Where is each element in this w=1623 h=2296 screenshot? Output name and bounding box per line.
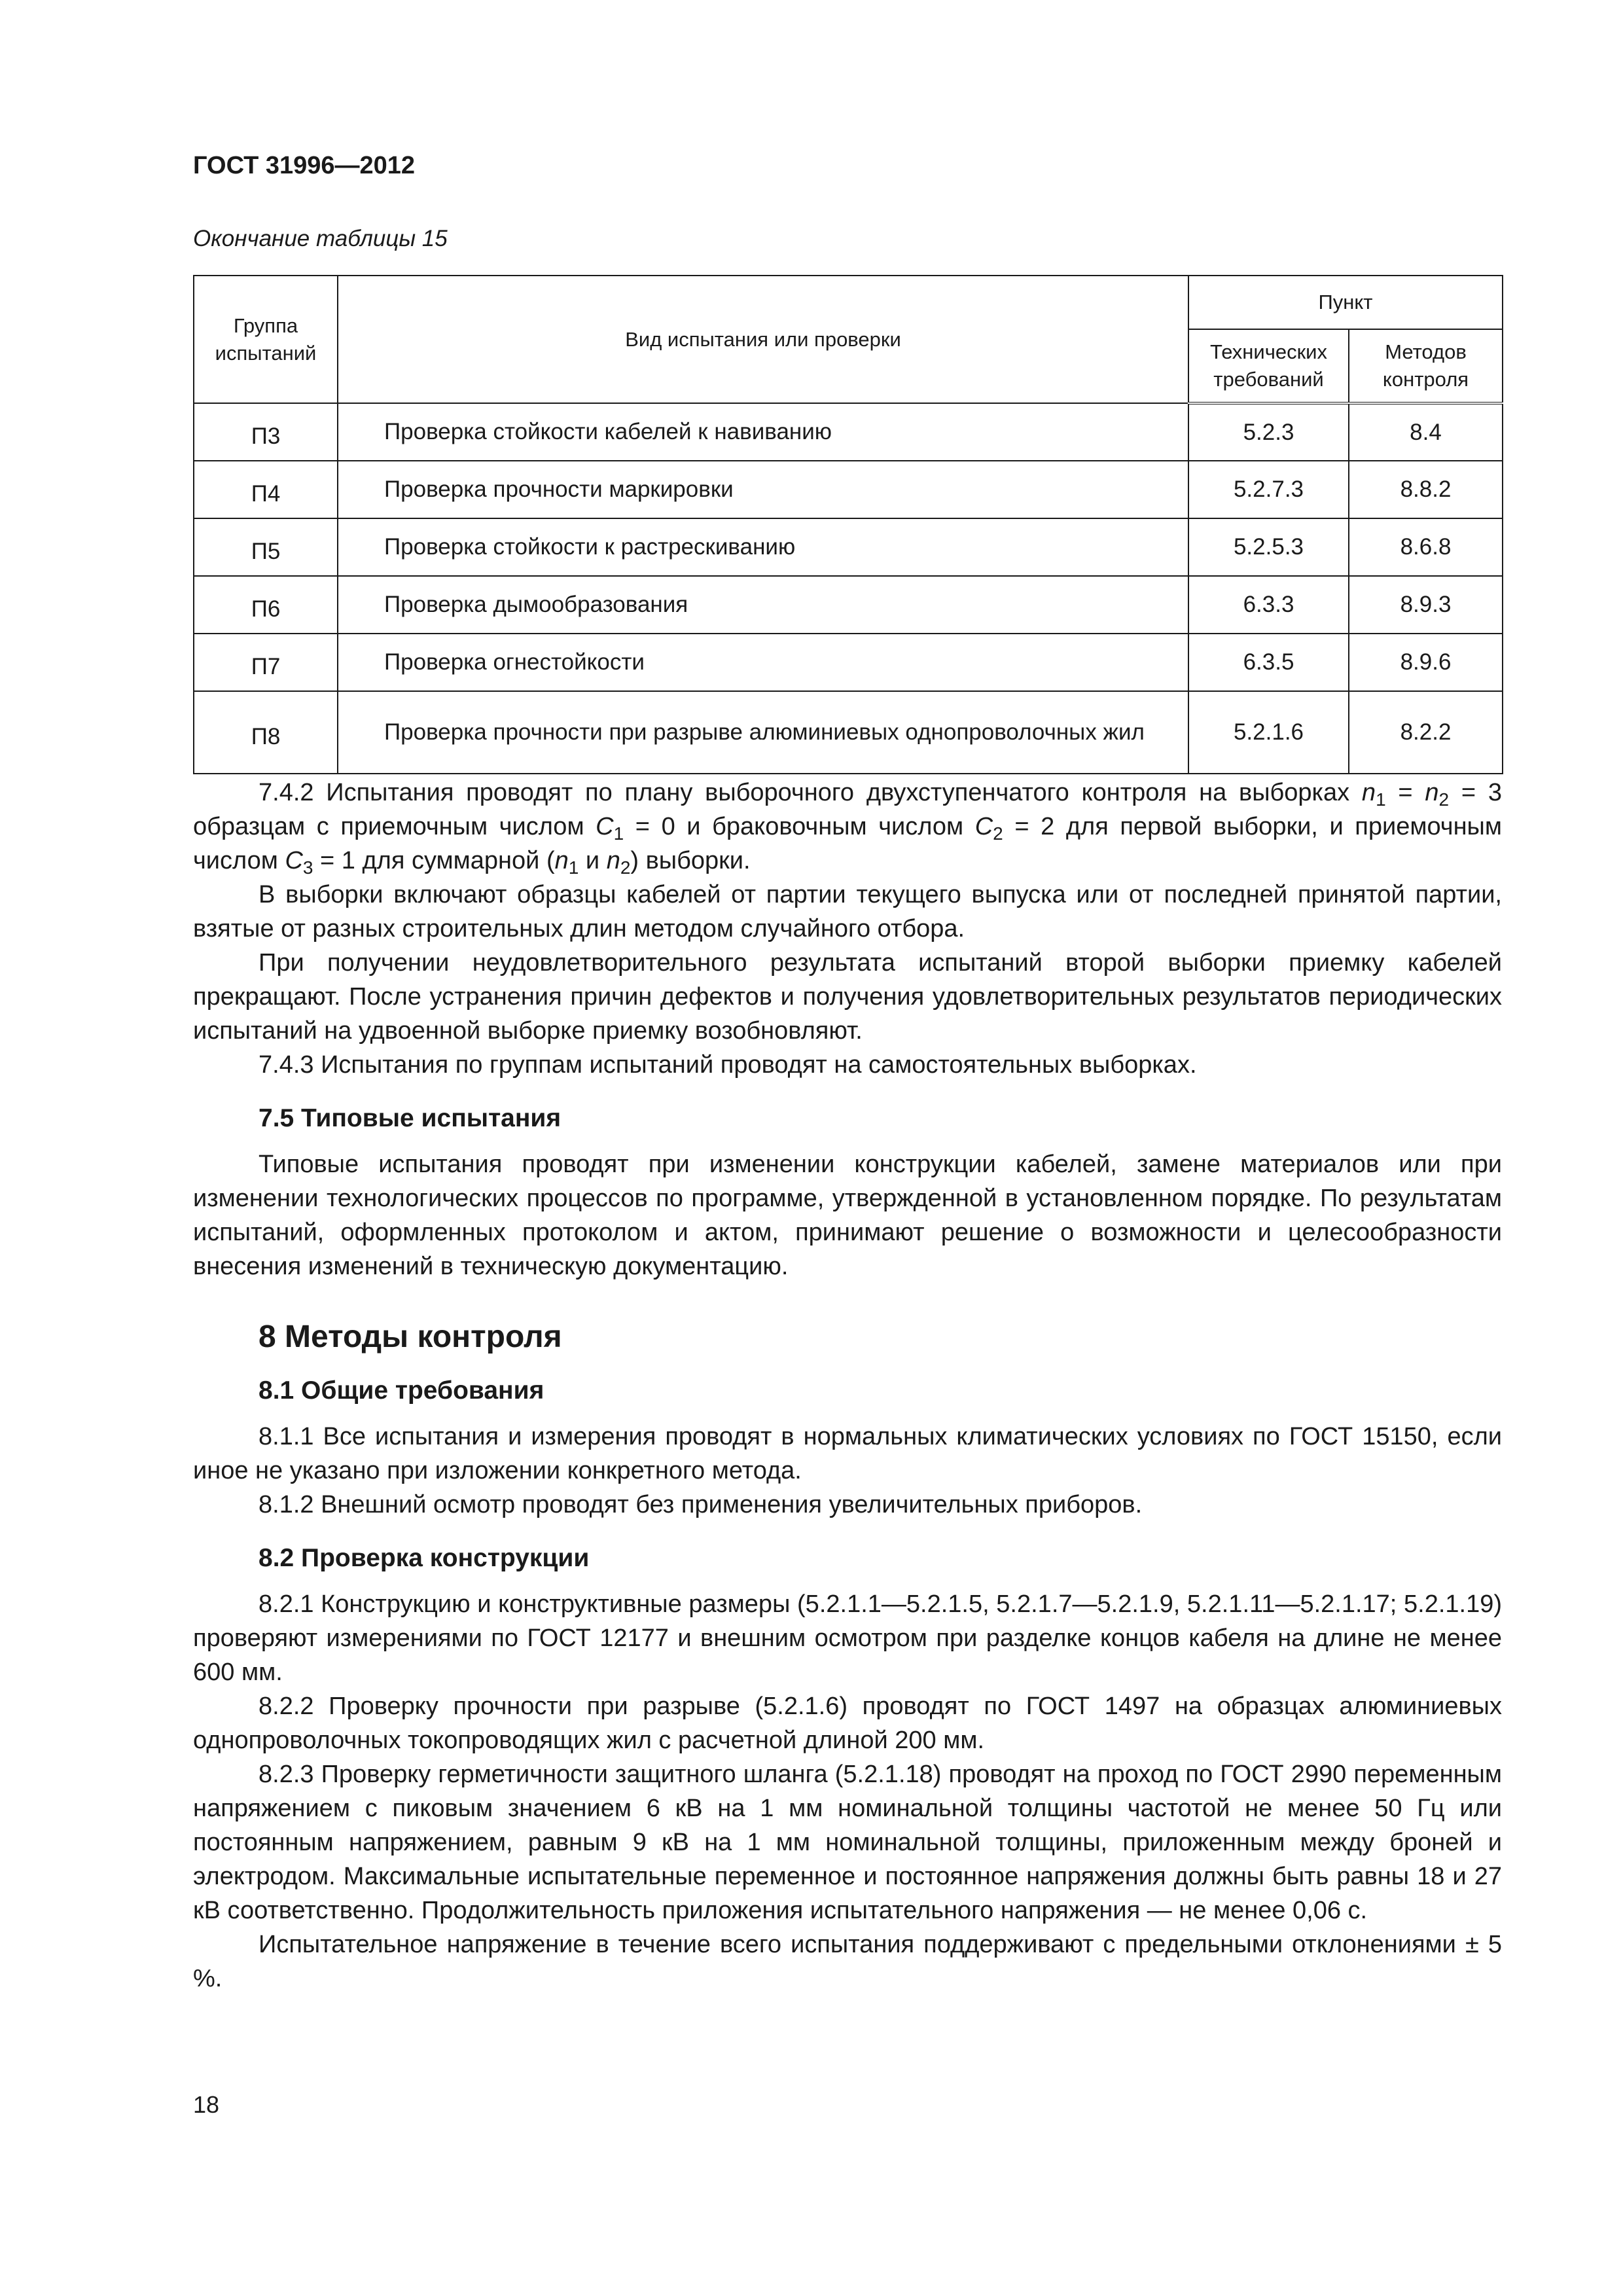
cell-requirement-clause: 5.2.3	[1188, 403, 1349, 461]
paragraph-7-4-2-b: В выборки включают образцы кабелей от партии текущего выпуска или от последней принятой партии, взятые от разных строительных длин методом случайного отбора.	[193, 881, 1502, 942]
cell-group: П7	[194, 634, 338, 691]
cell-method-clause: 8.9.3	[1349, 576, 1503, 634]
body-text	[193, 776, 1502, 1996]
paragraph-8-2-2: 8.2.2 Проверку прочности при разрыве (5.2.1.6) проводят по ГОСТ 1497 на образцах алюминиевых однопроволочных токопроводящих жил с расчетной длиной 200 мм.	[193, 1693, 1502, 1754]
cell-group: П4	[194, 461, 338, 518]
cell-test-name: Проверка дымообразования	[338, 576, 1188, 634]
cell-test-name: Проверка стойкости кабелей к навиванию	[338, 403, 1188, 461]
cell-group: П3	[194, 403, 338, 461]
heading-8-2: 8.2 Проверка конструкции	[259, 1544, 590, 1572]
cell-method-clause: 8.2.2	[1349, 691, 1503, 774]
cell-method-clause: 8.6.8	[1349, 518, 1503, 576]
cell-group: П5	[194, 518, 338, 576]
paragraph-8-1-1: 8.1.1 Все испытания и измерения проводят в нормальных климатических условиях по ГОСТ 15150, если иное не указано при изложении конкретного метода.	[193, 1423, 1502, 1484]
cell-requirement-clause: 6.3.3	[1188, 576, 1349, 634]
cell-group: П8	[194, 691, 338, 774]
paragraph-8-1-2: 8.1.2 Внешний осмотр проводят без применения увеличительных приборов.	[259, 1491, 1143, 1518]
cell-test-name: Проверка огнестойкости	[338, 634, 1188, 691]
table-row	[194, 518, 1503, 576]
paragraph-7-4-2: 7.4.2 Испытания проводят по плану выборочного двухступенчатого контроля на выборках $n_1 = n_2 = 3$ образцам с приемочным числом $C_1 = 0$ и браковочным числом $C_2 = 2$ для первой выборки, и приемочным числом $C_3 = 1$ для суммарной ($n_1$ и $n_2$) выборки.	[193, 779, 1502, 878]
document-id: ГОСТ 31996—2012	[193, 152, 416, 179]
cell-requirement-clause: 5.2.7.3	[1188, 461, 1349, 518]
cell-test-name: Проверка прочности маркировки	[338, 461, 1188, 518]
paragraph-8-2-3: 8.2.3 Проверку герметичности защитного шланга (5.2.1.18) проводят на проход по ГОСТ 2990 переменным напряжением с пиковым значением 6 кВ на 1 мм номинальной толщины частотой не менее 50 Гц или постоянным напряжением, равным 9 кВ на 1 мм номинальной толщины, приложенным между броней и электродом. Максимальные испытательные переменное и постоянное напряжения должны быть равны 18 и 27 кВ соответственно. Продолжительность приложения испытательного напряжения — не менее 0,06 с.	[193, 1761, 1502, 1924]
table-row	[194, 634, 1503, 691]
heading-7-5: 7.5 Типовые испытания	[259, 1104, 562, 1132]
table-row	[194, 691, 1503, 774]
cell-method-clause: 8.8.2	[1349, 461, 1503, 518]
table-row	[194, 403, 1503, 461]
paragraph-8-2-1: 8.2.1 Конструкцию и конструктивные размеры (5.2.1.1—5.2.1.5, 5.2.1.7—5.2.1.9, 5.2.1.11—5.2.1.17; 5.2.1.19) проверяют измерениями по ГОСТ 12177 и внешним осмотром при разделке концов кабеля на длине не менее 600 мм.	[193, 1590, 1502, 1686]
cell-test-name: Проверка стойкости к растрескиванию	[338, 518, 1188, 576]
paragraph-8-2-3-b: Испытательное напряжение в течение всего испытания поддерживают с предельными отклонениями ± 5 %.	[193, 1931, 1502, 1992]
cell-method-clause: 8.4	[1349, 403, 1503, 461]
header-test-type: Вид испытания или проверки	[338, 276, 1188, 403]
header-group: Группа испытаний	[194, 276, 338, 403]
cell-method-clause: 8.9.6	[1349, 634, 1503, 691]
cell-requirement-clause: 5.2.5.3	[1188, 518, 1349, 576]
paragraph-7-5: Типовые испытания проводят при изменении конструкции кабелей, замене материалов или при изменении технологических процессов по программе, утвержденной в установленном порядке. По результатам испытаний, оформленных протоколом и актом, принимают решение о возможности и целесообразности внесения изменений в техническую документацию.	[193, 1151, 1502, 1280]
cell-requirement-clause: 5.2.1.6	[1188, 691, 1349, 774]
cell-requirement-clause: 6.3.5	[1188, 634, 1349, 691]
table-row	[194, 576, 1503, 634]
table-caption: Окончание таблицы 15	[193, 226, 448, 251]
heading-8-1: 8.1 Общие требования	[259, 1376, 544, 1405]
heading-8: 8 Методы контроля	[259, 1319, 562, 1354]
cell-test-name: Проверка прочности при разрыве алюминиевых однопроволочных жил	[338, 691, 1188, 774]
header-clause: Пункт	[1188, 276, 1503, 329]
tests-table	[193, 275, 1503, 774]
page-number: 18	[193, 2091, 220, 2118]
table-row	[194, 461, 1503, 518]
header-tech-requirements: Технических требований	[1188, 329, 1349, 403]
paragraph-7-4-3: 7.4.3 Испытания по группам испытаний проводят на самостоятельных выборках.	[259, 1051, 1197, 1079]
header-control-methods: Методов контроля	[1349, 329, 1503, 403]
cell-group: П6	[194, 576, 338, 634]
paragraph-7-4-2-c: При получении неудовлетворительного результата испытаний второй выборки приемку кабелей прекращают. После устранения причин дефектов и получения удовлетворительных результатов периодических испытаний на удвоенной выборке приемку возобновляют.	[193, 949, 1502, 1045]
